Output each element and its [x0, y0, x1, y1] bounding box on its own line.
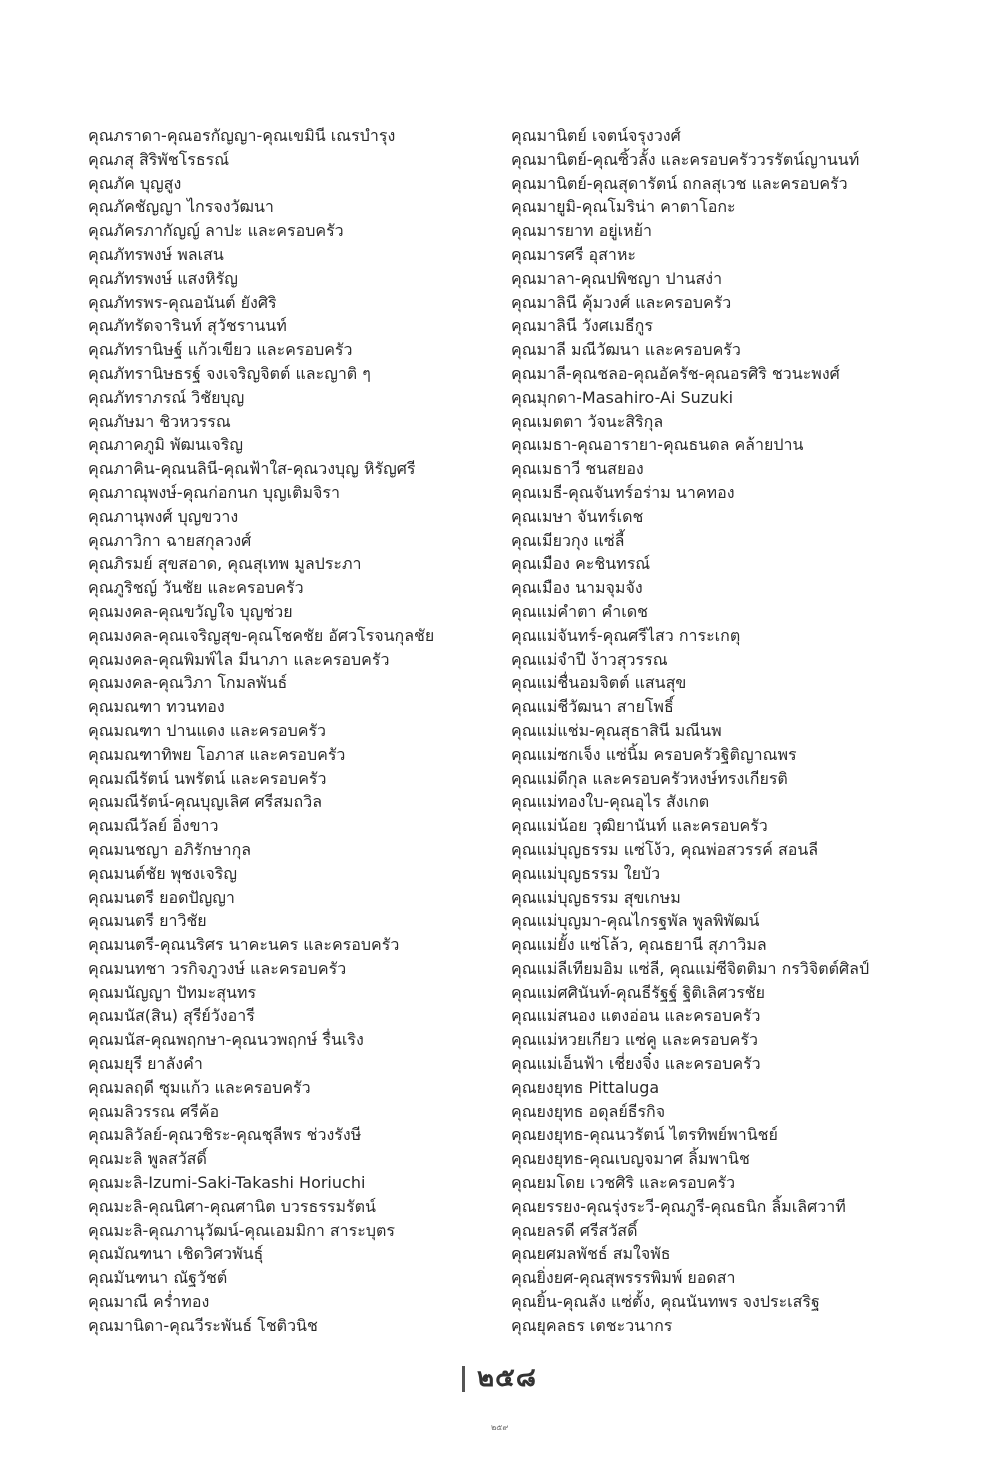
name-entry: คุณแม่ชีวัฒนา สายโพธิ์: [511, 697, 674, 717]
name-entry: คุณภาณุพงษ์-คุณก่อกนก บุญเติมจิรา: [88, 482, 340, 502]
name-entry: คุณยงยุทธ-คุณนวรัตน์ ไตรทิพย์พานิชย์: [511, 1125, 778, 1145]
name-entry: คุณมะลิ พูลสวัสดิ์: [88, 1149, 207, 1169]
name-entry: คุณแม่จำปี ง้าวสุวรรณ: [511, 649, 668, 669]
name-entry: คุณแม่บุญมา-คุณไกรฐพัล พูลพิพัฒน์: [511, 911, 760, 931]
name-entry: คุณมะลิ-Izumi-Saki-Takashi Horiuchi: [88, 1173, 366, 1193]
name-entry: คุณมงคล-คุณเจริญสุข-คุณโชคชัย อัศวโรจนกุลชัย: [88, 625, 435, 645]
page-number: ๒๕๘: [477, 1363, 537, 1393]
name-entry: คุณมยุรี ยาลังคำ: [88, 1054, 203, 1074]
name-entry: คุณมาลี มณีวัฒนา และครอบครัว: [511, 340, 741, 360]
name-entry: คุณมณีรัตน์ นพรัตน์ และครอบครัว: [88, 768, 327, 788]
name-entry: คุณมันฑนา ณัฐวัชต์: [88, 1268, 228, 1288]
name-list-left: [88, 124, 488, 1338]
name-entry: คุณเมธา-คุณอารายา-คุณธนดล คล้ายปาน: [511, 435, 804, 455]
name-entry: คุณแม่จันทร์-คุณศรีไสว การะเกตุ: [511, 625, 741, 645]
name-entry: คุณแม่หวยเกียว แซ่คู และครอบครัว: [511, 1030, 758, 1050]
name-entry: คุณแม่บุญธรรม สุขเกษม: [511, 887, 681, 907]
name-entry: คุณยรรยง-คุณรุ่งระวี-คุณภูรี-คุณธนิก ลิ้มเลิศวาที: [511, 1196, 846, 1216]
name-entry: คุณภัทรานิษธรฐ์ จงเจริญจิตต์ และญาติ ๆ: [88, 363, 371, 383]
name-entry: คุณมารศรี อุสาหะ: [511, 244, 637, 264]
name-entry: คุณแม่ทองใบ-คุณอุไร สังเกต: [511, 792, 710, 812]
name-entry: คุณยลรดี ศรีสวัสดิ์: [511, 1220, 638, 1240]
name-entry: คุณมาลินี วังศเมธีกูร: [511, 316, 653, 336]
name-entry: คุณมนชญา อภิรักษากุล: [88, 839, 252, 859]
name-entry: คุณมณีรัตน์-คุณบุญเลิศ ศรีสมถวิล: [88, 792, 323, 812]
name-entry: คุณแม่สนอง แตงอ่อน และครอบครัว: [511, 1006, 761, 1026]
name-entry: คุณมงคล-คุณขวัญใจ บุญช่วย: [88, 601, 293, 621]
name-entry: คุณมาลินี คุ้มวงศ์ และครอบครัว: [511, 292, 732, 312]
name-entry: คุณภัทรัดจารินท์ สุวัชรานนท์: [88, 316, 287, 336]
name-entry: คุณแม่เอ็นฟ้า เชี่ยงจิ๋ง และครอบครัว: [511, 1054, 761, 1074]
name-entry: คุณมณฑา ทวนทอง: [88, 697, 225, 717]
name-entry: คุณยุคลธร เตชะวนากร: [511, 1315, 673, 1335]
name-entry: คุณมานิตย์-คุณสุดารัตน์ ถกลสุเวช และครอบครัว: [511, 173, 848, 193]
name-entry: คุณแม่แช่ม-คุณสุธาสินี มณีนพ: [511, 720, 722, 740]
name-entry: คุณมนัส-คุณพฤกษา-คุณนวพฤกษ์ รื่นเริง: [88, 1030, 364, 1050]
name-entry: คุณมงคล-คุณพิมพ์ไล มีนาภา และครอบครัว: [88, 649, 390, 669]
name-entry: คุณมานิตย์-คุณซิ้วลั้ง และครอบครัววรรัตน์ญานนท์: [511, 149, 860, 169]
name-entry: คุณภาวิกา ฉายสกุลวงศ์: [88, 530, 252, 550]
name-entry: คุณมนัญญา ปัทมะสุนทร: [88, 982, 257, 1002]
name-entry: คุณมาณี คร่ำทอง: [88, 1292, 210, 1312]
name-entry: คุณแม่บุญธรรม แซ่โง้ว, คุณพ่อสวรรค์ สอนลี: [511, 839, 819, 859]
name-entry: คุณมลิวัลย์-คุณวชิระ-คุณชุลีพร ช่วงรังษี: [88, 1125, 362, 1145]
name-entry: คุณยงยุทธ-คุณเบญจมาศ ลิ้มพานิช: [511, 1149, 750, 1169]
name-entry: คุณภิรมย์ สุขสอาด, คุณสุเทพ มูลประภา: [88, 554, 362, 574]
name-entry: คุณยงยุทธ อดุลย์ธีรกิจ: [511, 1101, 666, 1121]
name-entry: คุณแม่ดีกุล และครอบครัวหงษ์ทรงเกียรติ: [511, 768, 788, 788]
name-entry: คุณมาลา-คุณปพิชญา ปานสง่า: [511, 268, 723, 288]
name-entry: คุณแม่ซกเจ็ง แซ่นิ้ม ครอบครัวฐิติญาณพร: [511, 744, 797, 764]
footer-page-number: ๒๕๙: [491, 1423, 509, 1432]
name-entry: คุณมนทชา วรกิจภูวงษ์ และครอบครัว: [88, 958, 347, 978]
name-entry: คุณมะลิ-คุณภานุวัฒน์-คุณเอมมิกา สาระบุตร: [88, 1220, 395, 1240]
name-entry: คุณมนตรี ยอดปัญญา: [88, 887, 235, 907]
name-entry: คุณแม่ชื่นอมจิตต์ แสนสุข: [511, 673, 687, 693]
name-entry: คุณภัครภากัญญ์ ลาปะ และครอบครัว: [88, 221, 344, 241]
name-entry: คุณแม่น้อย วุฒิยานันท์ และครอบครัว: [511, 816, 768, 836]
name-entry: คุณภาคภูมิ พัฒนเจริญ: [88, 435, 243, 455]
name-entry: คุณมาลี-คุณชลอ-คุณอัครัช-คุณอรศิริ ชวนะพงศ์: [511, 363, 840, 383]
name-entry: คุณภราดา-คุณอรกัญญา-คุณเขมินี เณรบำรุง: [88, 126, 396, 145]
name-entry: คุณมณีวัลย์ อิ่งขาว: [88, 816, 219, 836]
name-entry: คุณยมโดย เวชศิริ และครอบครัว: [511, 1173, 736, 1193]
name-entry: คุณยงยุทธ Pittaluga: [511, 1077, 660, 1097]
name-entry: คุณแม่บุญธรรม ใยบัว: [511, 863, 661, 883]
name-entry: คุณมลิวรรณ ศรีค้อ: [88, 1101, 220, 1121]
name-entry: คุณมายูมิ-คุณโมริน่า คาตาโอกะ: [511, 197, 736, 217]
name-entry: คุณมัณฑนา เชิดวิศวพันธุ์: [88, 1244, 264, 1264]
name-entry: คุณแม่ศศินันท์-คุณธีรัฐฐ์ ฐิติเลิศวรชัย: [511, 982, 766, 1002]
name-entry: คุณภัทรพร-คุณอนันต์ ยังศิริ: [88, 292, 277, 312]
name-entry: คุณมนตรี ยาวิชัย: [88, 911, 207, 931]
page-number-divider: [462, 1366, 465, 1392]
name-entry: คุณเมียวกุง แซ่ลี้: [511, 530, 625, 550]
name-entry: คุณมลฤดี ซุมแก้ว และครอบครัว: [88, 1077, 311, 1097]
name-entry: คุณภัทราภรณ์ วิชัยบุญ: [88, 387, 245, 407]
name-entry: คุณเมธี-คุณจันทร์อร่าม นาคทอง: [511, 482, 735, 502]
name-entry: คุณภัษมา ชิวหวรรณ: [88, 411, 231, 431]
name-entry: คุณยิ้น-คุณลัง แซ่ตั้ง, คุณนันทพร จงประเสริฐ: [511, 1292, 820, 1312]
name-entry: คุณยศมลพัชธ์ สมใจพัธ: [511, 1244, 671, 1264]
name-entry: คุณแม่ยั้ง แซ่โล้ว, คุณธยานี สุภาวิมล: [511, 935, 767, 955]
name-entry: คุณยิ่งยศ-คุณสุพรรรพิมพ์ ยอดสา: [511, 1268, 736, 1288]
name-entry: คุณภาคิน-คุณนลินี-คุณฟ้าใส-คุณวงบุญ หิรัญศรี: [88, 459, 416, 479]
name-list-right: [511, 124, 931, 1338]
name-entry: คุณมนัส(สิน) สุรีย์วังอารี: [88, 1006, 255, 1026]
name-entry: คุณภัทรพงษ์ พลเสน: [88, 244, 224, 264]
name-entry: คุณเมือง นามจุมจัง: [511, 578, 643, 598]
name-entry: คุณแม่ลีเทียมอิม แซ่ลี, คุณแม่ซีจิตติมา กรวิจิตต์ศิลป์: [511, 958, 870, 978]
name-entry: คุณมารยาท อยู่เหย้า: [511, 221, 653, 241]
name-entry: คุณภัคชัญญา ไกรจงวัฒนา: [88, 197, 274, 217]
name-entry: คุณมะลิ-คุณนิศา-คุณศานิต บวรธรรมรัตน์: [88, 1196, 376, 1216]
name-entry: คุณมนต์ชัย พุชงเจริญ: [88, 863, 238, 883]
name-entry: คุณมณฑาทิพย โอภาส และครอบครัว: [88, 744, 346, 764]
name-entry: คุณภัทรพงษ์ แสงหิรัญ: [88, 268, 238, 288]
name-entry: คุณมุกดา-Masahiro-Ai Suzuki: [511, 387, 734, 407]
name-entry: คุณภัทรานิษฐ์ แก้วเขียว และครอบครัว: [88, 340, 353, 360]
name-entry: คุณเมตตา วัจนะสิริกุล: [511, 411, 664, 431]
name-entry: คุณภสุ สิริพัชโรธรณ์: [88, 149, 230, 169]
name-entry: คุณเมษา จันทร์เดช: [511, 506, 644, 526]
name-entry: คุณภัค บุญสูง: [88, 173, 182, 193]
name-entry: คุณเมธาวี ชนสยอง: [511, 459, 644, 479]
name-entry: คุณเมือง คะชินทรณ์: [511, 554, 651, 574]
name-entry: คุณภูริชญ์ วันชัย และครอบครัว: [88, 578, 304, 598]
name-entry: คุณมานิตย์ เจตน์จรุงวงศ์: [511, 126, 681, 145]
name-entry: คุณภานุพงศ์ บุญขวาง: [88, 506, 239, 526]
name-entry: คุณมนตรี-คุณนริศร นาคะนคร และครอบครัว: [88, 935, 400, 955]
name-entry: คุณมณฑา ปานแดง และครอบครัว: [88, 720, 327, 740]
name-entry: คุณมงคล-คุณวิภา โกมลพันธ์: [88, 673, 288, 693]
name-entry: คุณมานิดา-คุณวีระพันธ์ โชติวนิช: [88, 1315, 318, 1335]
name-entry: คุณแม่คำตา คำเดช: [511, 601, 648, 621]
